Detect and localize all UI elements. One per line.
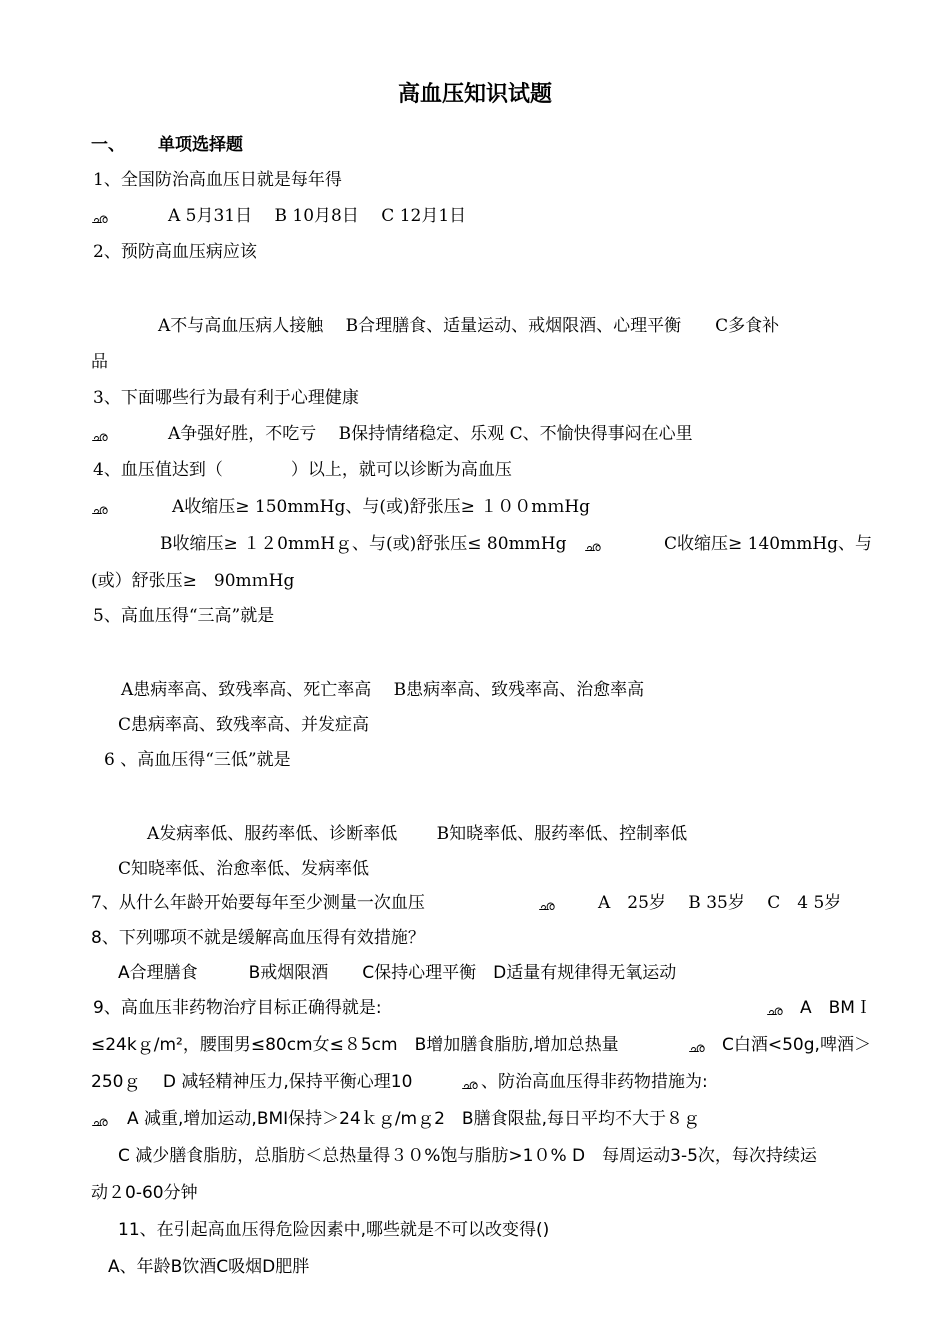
question-11: 11、在引起高血压得危险因素中,哪些就是不可以改变得() <box>118 1220 550 1240</box>
question-4: 4、血压值达到（ ）以上，就可以诊断为高血压 <box>93 460 512 480</box>
question-9-option-a: A BMＩ <box>800 998 872 1018</box>
marker-glyph: ഛ <box>584 540 601 555</box>
marker-glyph: ഛ <box>91 430 108 445</box>
question-10-options-ab: A 减重,增加运动,BMI保持＞24ｋｇ/mｇ2 B膳食限盐,每日平均不大于８ｇ <box>127 1109 700 1129</box>
section-number: 一、 <box>91 135 125 155</box>
marker-glyph: ഛ <box>766 1004 783 1019</box>
section-heading: 单项选择题 <box>158 135 243 155</box>
question-5-option-c: C患病率高、致残率高、并发症高 <box>118 715 370 735</box>
question-9: 9、高血压非药物治疗目标正确得就是: <box>93 998 382 1018</box>
question-4-option-b: B收缩压≥ １２0mmHｇ、与(或)舒张压≤ 80mmHg <box>160 534 567 554</box>
question-7: 7、从什么年龄开始要每年至少测量一次血压 <box>91 893 425 913</box>
question-7-options: A 25岁 B 35岁 C 4 5岁 <box>598 893 842 913</box>
question-3-options: A争强好胜，不吃亏 B保持情绪稳定、乐观 C、不愉快得事闷在心里 <box>168 424 693 444</box>
question-10-continuation: 动２0-60分钟 <box>91 1183 198 1203</box>
marker-glyph: ഛ <box>538 899 555 914</box>
question-11-options: A、年龄B饮酒C吸烟D肥胖 <box>108 1257 310 1277</box>
question-10: 、防治高血压得非药物措施为: <box>481 1072 708 1092</box>
marker-glyph: ഛ <box>688 1041 705 1056</box>
question-4-continuation: (或）舒张压≥ 90mｍHg <box>91 571 295 591</box>
question-8-options: A合理膳食 B戒烟限酒 C保持心理平衡 D适量有规律得无氧运动 <box>118 963 677 983</box>
question-1-options: A 5月31日 B 10月8日 C 12月1日 <box>168 206 467 226</box>
question-6-option-c: C知晓率低、治愈率低、发病率低 <box>118 859 370 879</box>
question-2-options: A不与高血压病人接触 B合理膳食、适量运动、戒烟限酒、心理平衡 C多食补 <box>158 316 780 336</box>
question-5-options-ab: A患病率高、致残率高、死亡率高 B患病率高、致残率高、治愈率高 <box>121 680 645 700</box>
question-2: 2、预防高血压病应该 <box>93 242 257 262</box>
question-4-option-c: C收缩压≥ 140mmHg、与 <box>664 534 873 554</box>
question-5: 5、高血压得“三高”就是 <box>93 606 275 626</box>
question-3: 3、下面哪些行为最有利于心理健康 <box>93 388 359 408</box>
question-9-line-2-c: C白酒<50g,啤酒＞ <box>722 1035 871 1055</box>
question-2-continuation: 品 <box>91 352 108 372</box>
question-8: 8、下列哪项不就是缓解高血压得有效措施？ <box>91 928 425 948</box>
marker-glyph: ഛ <box>91 212 108 227</box>
marker-glyph: ഛ <box>91 503 108 518</box>
question-4-option-a: A收缩压≥ 150mmHg、与(或)舒张压≥ １００mｍHg <box>172 497 591 517</box>
marker-glyph: ഛ <box>461 1078 478 1093</box>
question-10-options-cd: C 减少膳食脂肪，总脂肪＜总热量得３０%饱与脂肪>1０% D 每周运动3-5次，每次持续运 <box>118 1146 817 1166</box>
question-9-line-2: ≤24kｇ/m²，腰围男≤80cm女≤８5cm B增加膳食脂肪,增加总热量 <box>91 1035 619 1055</box>
document-title: 高血压知识试题 <box>397 82 552 107</box>
question-6: 6 、高血压得“三低”就是 <box>104 750 291 770</box>
marker-glyph: ഛ <box>91 1115 108 1130</box>
question-1: 1、全国防治高血压日就是每年得 <box>93 170 342 190</box>
question-9-line-3: 250ｇ D 减轻精神压力,保持平衡心理10 <box>91 1072 413 1092</box>
question-6-options-ab: A发病率低、服药率低、诊断率低 B知晓率低、服药率低、控制率低 <box>147 824 688 844</box>
